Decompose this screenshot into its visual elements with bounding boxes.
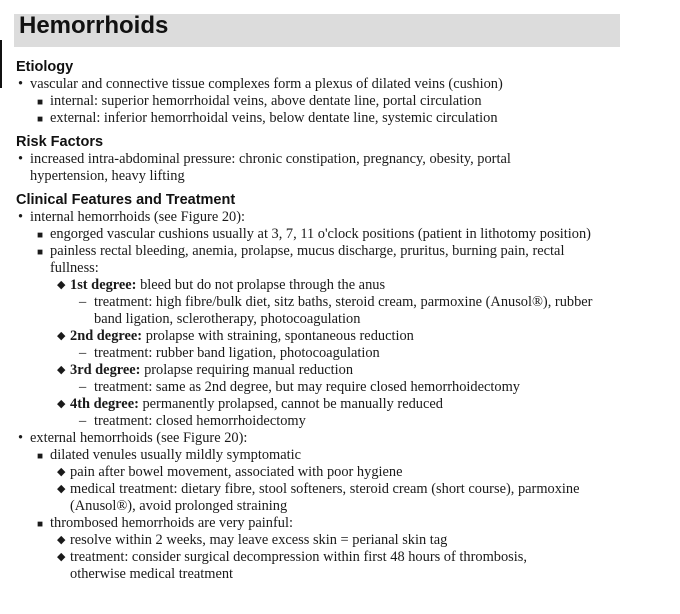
diamond-bullet-icon: ◆: [57, 364, 66, 376]
section-heading-clinical-features: Clinical Features and Treatment: [16, 192, 236, 208]
list-item-continuation: otherwise medical treatment: [70, 566, 234, 582]
dash-bullet-icon: –: [79, 294, 87, 310]
list-item: – treatment: high fibre/bulk diet, sitz baths, steroid cream, parmoxine (Anusol®), rubber: [79, 294, 593, 310]
list-item: ◆ 1st degree: bleed but do not prolapse through the anus: [57, 277, 386, 293]
document-body: [16, 58, 656, 583]
diamond-bullet-icon: ◆: [57, 398, 66, 410]
dash-bullet-icon: –: [79, 345, 87, 361]
list-item: ◆ 2nd degree: prolapse with straining, spontaneous reduction: [57, 328, 414, 344]
list-item-continuation: hypertension, heavy lifting: [30, 168, 185, 184]
square-bullet-icon: ■: [37, 451, 44, 462]
bullet-icon: •: [18, 430, 24, 446]
section-heading-etiology: Etiology: [16, 59, 74, 75]
list-item: ■ engorged vascular cushions usually at 3, 7, 11 o'clock positions (patient in lithotomy position): [37, 226, 591, 242]
list-item: • internal hemorrhoids (see Figure 20):: [18, 209, 246, 225]
list-item: • increased intra-abdominal pressure: chronic constipation, pregnancy, obesity, portal: [18, 151, 511, 167]
list-item-continuation: (Anusol®), avoid prolonged straining: [70, 498, 288, 514]
diamond-bullet-icon: ◆: [57, 551, 66, 563]
diamond-bullet-icon: ◆: [57, 466, 66, 478]
list-item: • external hemorrhoids (see Figure 20):: [18, 430, 248, 446]
list-item: ◆ 3rd degree: prolapse requiring manual reduction: [57, 362, 354, 378]
diamond-bullet-icon: ◆: [57, 483, 66, 495]
square-bullet-icon: ■: [37, 114, 44, 125]
margin-rule: [0, 40, 2, 88]
diamond-bullet-icon: ◆: [57, 279, 66, 291]
list-item: ■ dilated venules usually mildly symptomatic: [37, 447, 301, 463]
list-item: ◆ pain after bowel movement, associated with poor hygiene: [57, 464, 403, 480]
square-bullet-icon: ■: [37, 230, 44, 241]
list-item-continuation: fullness:: [50, 260, 99, 276]
list-item: ◆ treatment: consider surgical decompression within first 48 hours of thrombosis,: [57, 549, 527, 565]
list-item: ■ thrombosed hemorrhoids are very painful:: [37, 515, 293, 531]
list-item: – treatment: closed hemorrhoidectomy: [79, 413, 306, 429]
list-item: ■ external: inferior hemorrhoidal veins, below dentate line, systemic circulation: [37, 110, 498, 126]
bullet-icon: •: [18, 151, 24, 167]
dash-bullet-icon: –: [79, 379, 87, 395]
list-item: – treatment: same as 2nd degree, but may require closed hemorrhoidectomy: [79, 379, 520, 395]
square-bullet-icon: ■: [37, 519, 44, 530]
dash-bullet-icon: –: [79, 413, 87, 429]
list-item: • vascular and connective tissue complexes form a plexus of dilated veins (cushion): [18, 76, 503, 92]
list-item: ◆ resolve within 2 weeks, may leave excess skin = perianal skin tag: [57, 532, 448, 548]
list-item: – treatment: rubber band ligation, photocoagulation: [79, 345, 380, 361]
list-item: ■ painless rectal bleeding, anemia, prolapse, mucus discharge, pruritus, burning pain, rectal: [37, 243, 565, 259]
diamond-bullet-icon: ◆: [57, 534, 66, 546]
diamond-bullet-icon: ◆: [57, 330, 66, 342]
square-bullet-icon: ■: [37, 247, 44, 258]
section-heading-risk-factors: Risk Factors: [16, 134, 104, 150]
list-item-continuation: band ligation, sclerotherapy, photocoagulation: [94, 311, 361, 327]
list-item: ◆ medical treatment: dietary fibre, stool softeners, steroid cream (short course), parmoxine: [57, 481, 580, 497]
list-item: ◆ 4th degree: permanently prolapsed, cannot be manually reduced: [57, 396, 443, 412]
page-title: Hemorrhoids: [19, 12, 169, 39]
square-bullet-icon: ■: [37, 97, 44, 108]
bullet-icon: •: [18, 76, 24, 92]
bullet-icon: •: [18, 209, 24, 225]
list-item: ■ internal: superior hemorrhoidal veins, above dentate line, portal circulation: [37, 93, 482, 109]
